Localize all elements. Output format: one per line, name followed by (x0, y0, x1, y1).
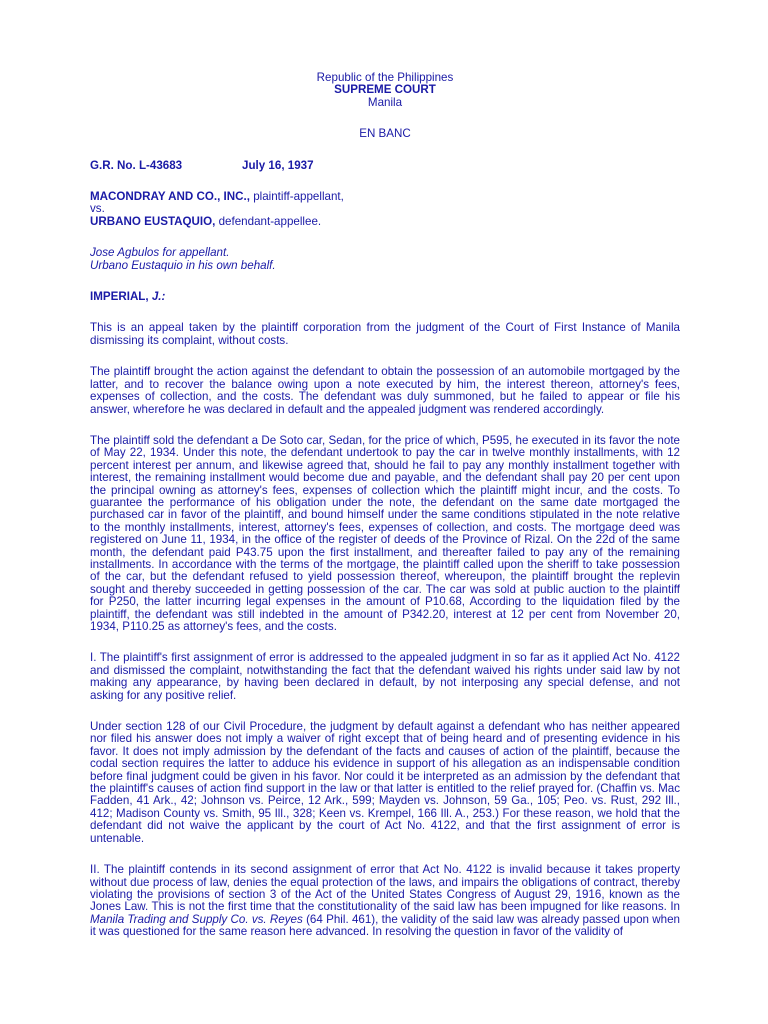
document-page (90, 72, 680, 939)
division-heading: EN BANC (359, 127, 411, 141)
defendant-name: URBANO EUSTAQUIO, (90, 214, 216, 228)
paragraph-5: Under section 128 of our Civil Procedure, the judgment by default against a defendant who has neither appeared nor filed his answer does not imply a waiver of right except that of being heard and of presenting evidence in his favor. It does not imply admission by the defendant of the facts and causes of action of the plaintiff, because the codal section requires the latter to adduce his evidence in support of his allegation as an indispensable condition before final judgment could be given in his favor. Nor could it be interpreted as an admission by the defendant that the plaintiff's causes of action find support in the law or that latter is entitled to the relief prayed for. (Chaffin vs. Mac Fadden, 41 Ark., 42; Johnson vs. Peirce, 12 Ark., 599; Mayden vs. Johnson, 59 Ga., 105; Peo. vs. Rust, 292 Ill., 412; Madison County vs. Smith, 95 Ill., 328; Keen vs. Krempel, 166 Ill. A., 253.) For these reason, we hold that the defendant did not waive the applicant by the court of Act No. 4122, and that the first assignment of error is untenable. (90, 720, 680, 845)
ponente-name: IMPERIAL, (90, 290, 152, 304)
counsel-appellee: Urbano Eustaquio in his own behalf. (90, 258, 276, 272)
paragraph-6 (90, 864, 680, 938)
versus: vs. (90, 202, 105, 216)
paragraph-6-text-a: II. The plaintiff contends in its second assignment of error that Act No. 4122 is invalid because it takes property without due process of law, denies the equal protection of the laws, and impairs the obligations of contract, thereby violating the provisions of section 3 of the Act of the United States Congress of August 29, 1916, known as the Jones Law. This is not the first time that the constitutionality of the said law has been impugned for like reasons. In (90, 863, 680, 914)
court-heading: SUPREME COURT (334, 83, 436, 97)
defendant-role: defendant-appellee. (215, 214, 322, 228)
case-citation: Manila Trading and Supply Co. vs. Reyes (90, 912, 303, 926)
city-heading: Manila (367, 95, 403, 109)
decision-date: July 16, 1937 (242, 158, 314, 172)
plaintiff-name: MACONDRAY AND CO., INC., (90, 190, 250, 204)
paragraph-6-text-b: (64 Phil. 461), the validity of the said law was already passed upon when it was questioned for the same reason here advanced. In resolving the question in favor of the validity of (90, 912, 680, 939)
case-number-row (90, 160, 680, 172)
ponente-suffix: J.: (151, 290, 166, 304)
plaintiff-line (90, 191, 680, 203)
paragraph-1: This is an appeal taken by the plaintiff corporation from the judgment of the Court of First Instance of Manila dismissing its complaint, without costs. (90, 321, 680, 347)
paragraph-4: I. The plaintiff's first assignment of error is addressed to the appealed judgment in so far as it applied Act No. 4122 and dismissed the complaint, notwithstanding the fact that the defendant waived his rights under said law by not making any appearance, by having been declared in default, by not interposing any special defense, and not asking for any positive relief. (90, 651, 680, 702)
plaintiff-role: plaintiff-appellant, (249, 190, 344, 204)
ponente (90, 291, 680, 303)
gr-number: G.R. No. L-43683 (90, 158, 183, 172)
paragraph-3: The plaintiff sold the defendant a De Soto car, Sedan, for the price of which, P595, he executed in its favor the note of May 22, 1934. Under this note, the defendant undertook to pay the car in twelve monthly installments, with 12 percent interest per annum, and likewise agreed that, should he fail to pay any monthly installment together with interest, the remaining installment would become due and payable, and the defendant shall pay 20 per cent upon the principal owning as attorney's fees, expenses of collection which the plaintiff might incur, and the costs. To guarantee the performance of his obligation under the note, the defendant on the same date mortgaged the purchased car in favor of the plaintiff, and bound himself under the same conditions stipulated in the note relative to the monthly installments, interest, attorney's fees, expenses of collection, and costs. The mortgage deed was registered on June 11, 1934, in the office of the register of deeds of the Province of Rizal. On the 22d of the same month, the defendant paid P43.75 upon the first installment, and thereafter failed to pay any of the remaining installments. In accordance with the terms of the mortgage, the plaintiff called upon the sheriff to take possession of the car, but the defendant refused to yield possession thereof, whereupon, the plaintiff brought the replevin sought and thereby succeeded in getting possession of the car. The car was sold at public auction to the plaintiff for P250, the latter incurring legal expenses in the amount of P10.68, According to the liquidation filed by the plaintiff, the defendant was still indebted in the amount of P342.20, interest at 12 per cent from November 20, 1934, P110.25 as attorney's fees, and the costs. (90, 433, 680, 633)
defendant-line (90, 216, 680, 228)
republic-heading: Republic of the Philippines (316, 71, 454, 84)
paragraph-2: The plaintiff brought the action against the defendant to obtain the possession of an automobile mortgaged by the latter, and to recover the balance owing upon a note executed by him, the interest thereon, attorney's fees, expenses of collection, and the costs. The defendant was duly summoned, but he failed to appear or file his answer, wherefore he was declared in default and the appealed judgment was rendered accordingly. (90, 365, 680, 416)
counsel-appellant: Jose Agbulos for appellant. (90, 246, 230, 260)
